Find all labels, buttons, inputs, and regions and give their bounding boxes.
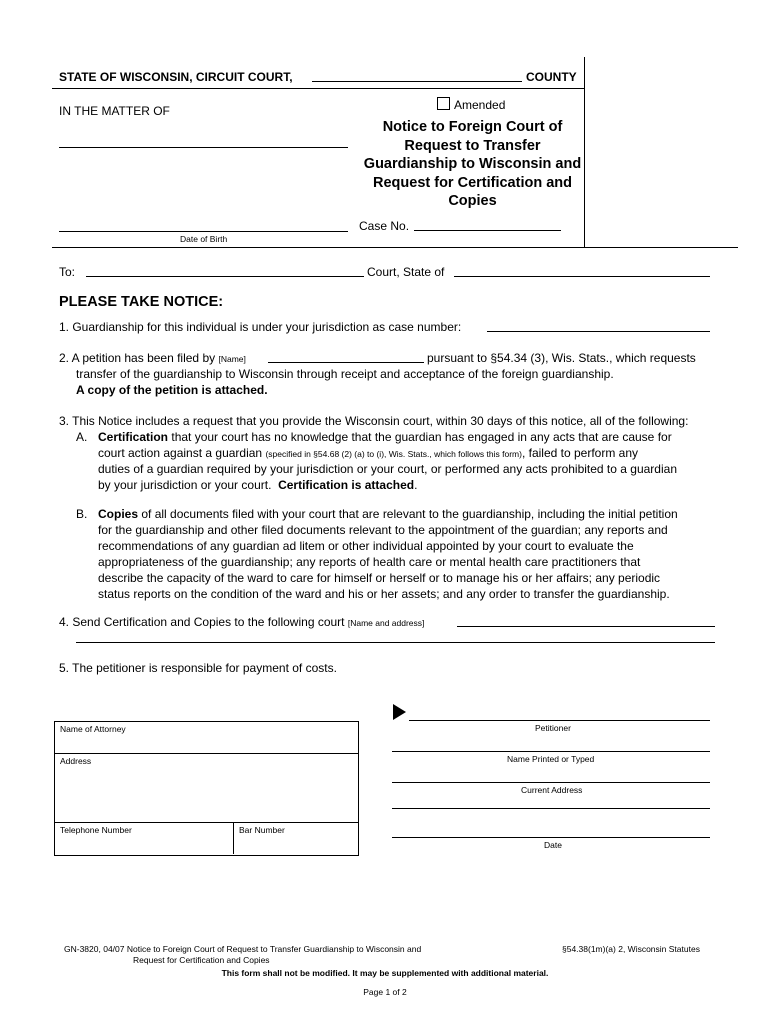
sign-here-arrow-icon	[393, 704, 406, 720]
address-label: Address	[60, 756, 92, 766]
state-court-label: STATE OF WISCONSIN, CIRCUIT COURT,	[59, 70, 293, 84]
form-id-line-2: Request for Certification and Copies	[133, 955, 270, 965]
date-of-birth-label: Date of Birth	[180, 234, 228, 244]
date-label: Date	[544, 840, 562, 850]
item-3b-label: B.	[76, 507, 88, 521]
matter-name-field[interactable]	[59, 147, 348, 148]
item-3b-line-5: describe the capacity of the ward to care for himself or herself or to manage his or her affairs; any periodic	[98, 571, 661, 585]
page-number: Page 1 of 2	[363, 987, 407, 997]
court-address-field-2[interactable]	[76, 642, 715, 643]
item-3a-line-1: Certification that your court has no knowledge that the guardian has engaged in any acts that are cause for	[98, 430, 672, 444]
current-address-field[interactable]	[392, 782, 710, 783]
case-no-label: Case No.	[359, 219, 410, 233]
please-take-notice-heading: PLEASE TAKE NOTICE:	[59, 294, 224, 310]
county-label: COUNTY	[526, 70, 577, 84]
item-4: 4. Send Certification and Copies to the following court [Name and address]	[59, 615, 425, 629]
item-2-attached: A copy of the petition is attached.	[76, 383, 268, 397]
bar-number-label: Bar Number	[239, 825, 285, 835]
item-3a-line-3: duties of a guardian required by your jurisdiction or your court, or performed any acts prohibited to a guardian	[98, 462, 677, 476]
petitioner-name-field[interactable]	[268, 362, 424, 363]
item-1: 1. Guardianship for this individual is under your jurisdiction as case number:	[59, 320, 462, 334]
name-printed-field[interactable]	[392, 751, 710, 752]
amended-checkbox[interactable]	[437, 97, 450, 110]
item-2-line-1: 2. A petition has been filed by [Name]	[59, 351, 246, 365]
date-field[interactable]	[392, 837, 710, 838]
court-name-address-field[interactable]	[457, 626, 715, 627]
item-3: 3. This Notice includes a request that you provide the Wisconsin court, within 30 days of this notice, all of the following:	[59, 414, 689, 428]
amended-label: Amended	[454, 98, 506, 112]
to-label: To:	[59, 265, 76, 279]
name-of-attorney-label: Name of Attorney	[60, 724, 126, 734]
header-bottom-rule	[52, 247, 738, 248]
attorney-box-divider	[233, 823, 234, 854]
attorney-box	[54, 721, 359, 856]
modification-warning: This form shall not be modified. It may be supplemented with additional material.	[221, 968, 549, 978]
item-3b-line-1: Copies of all documents filed with your court that are relevant to the guardianship, including the initial petition	[98, 507, 678, 521]
state-field[interactable]	[454, 276, 710, 277]
county-field[interactable]	[312, 81, 522, 82]
item-3b-line-6: status reports on the condition of the ward and his or her assets; and any order to transfer the guardianship.	[98, 587, 670, 601]
date-of-birth-field[interactable]	[59, 231, 348, 232]
telephone-label: Telephone Number	[60, 825, 132, 835]
name-printed-label: Name Printed or Typed	[507, 754, 595, 764]
petitioner-label: Petitioner	[535, 723, 571, 733]
attorney-box-rule-1	[54, 753, 358, 754]
amended-checkbox-row[interactable]	[437, 97, 505, 112]
item-3a-line-2: court action against a guardian (specified in §54.68 (2) (a) to (i), Wis. Stats., which follows this form), failed to perform any	[98, 446, 639, 460]
in-the-matter-of-label: IN THE MATTER OF	[59, 104, 170, 118]
current-address-label: Current Address	[521, 785, 583, 795]
item-3a-line-4: by your jurisdiction or your court. Certification is attached.	[98, 478, 418, 492]
statute-reference: §54.38(1m)(a) 2, Wisconsin Statutes	[562, 944, 700, 954]
case-number-field[interactable]	[487, 331, 710, 332]
court-state-label: Court, State of	[367, 265, 445, 279]
item-3b-line-2: for the guardianship and other filed documents relevant to the appointment of the guardian; any reports and	[98, 523, 668, 537]
item-3b-line-4: appropriateness of the guardianship; any reports of health care or mental health care practitioners that	[98, 555, 641, 569]
to-field[interactable]	[86, 276, 364, 277]
item-3a-label: A.	[76, 430, 88, 444]
item-5: 5. The petitioner is responsible for payment of costs.	[59, 661, 337, 675]
case-no-field[interactable]	[414, 230, 561, 231]
item-2-pursuant: pursuant to §54.34 (3), Wis. Stats., which requests	[427, 351, 696, 365]
header-rule	[52, 88, 585, 89]
form-title: Notice to Foreign Court of Request to Transfer Guardianship to Wisconsin and Request for Certification and Copies	[363, 119, 582, 209]
item-2-line-2: transfer of the guardianship to Wisconsin through receipt and acceptance of the foreign guardianship.	[76, 367, 614, 381]
attorney-box-rule-2	[54, 822, 358, 823]
form-id-line-1: GN-3820, 04/07 Notice to Foreign Court of Request to Transfer Guardianship to Wisconsin and	[64, 944, 422, 954]
item-3b-line-3: recommendations of any guardian ad litem or other individual appointed by your court to evaluate the	[98, 539, 634, 553]
current-address-field-2[interactable]	[392, 808, 710, 809]
petitioner-signature-field[interactable]	[409, 720, 710, 721]
